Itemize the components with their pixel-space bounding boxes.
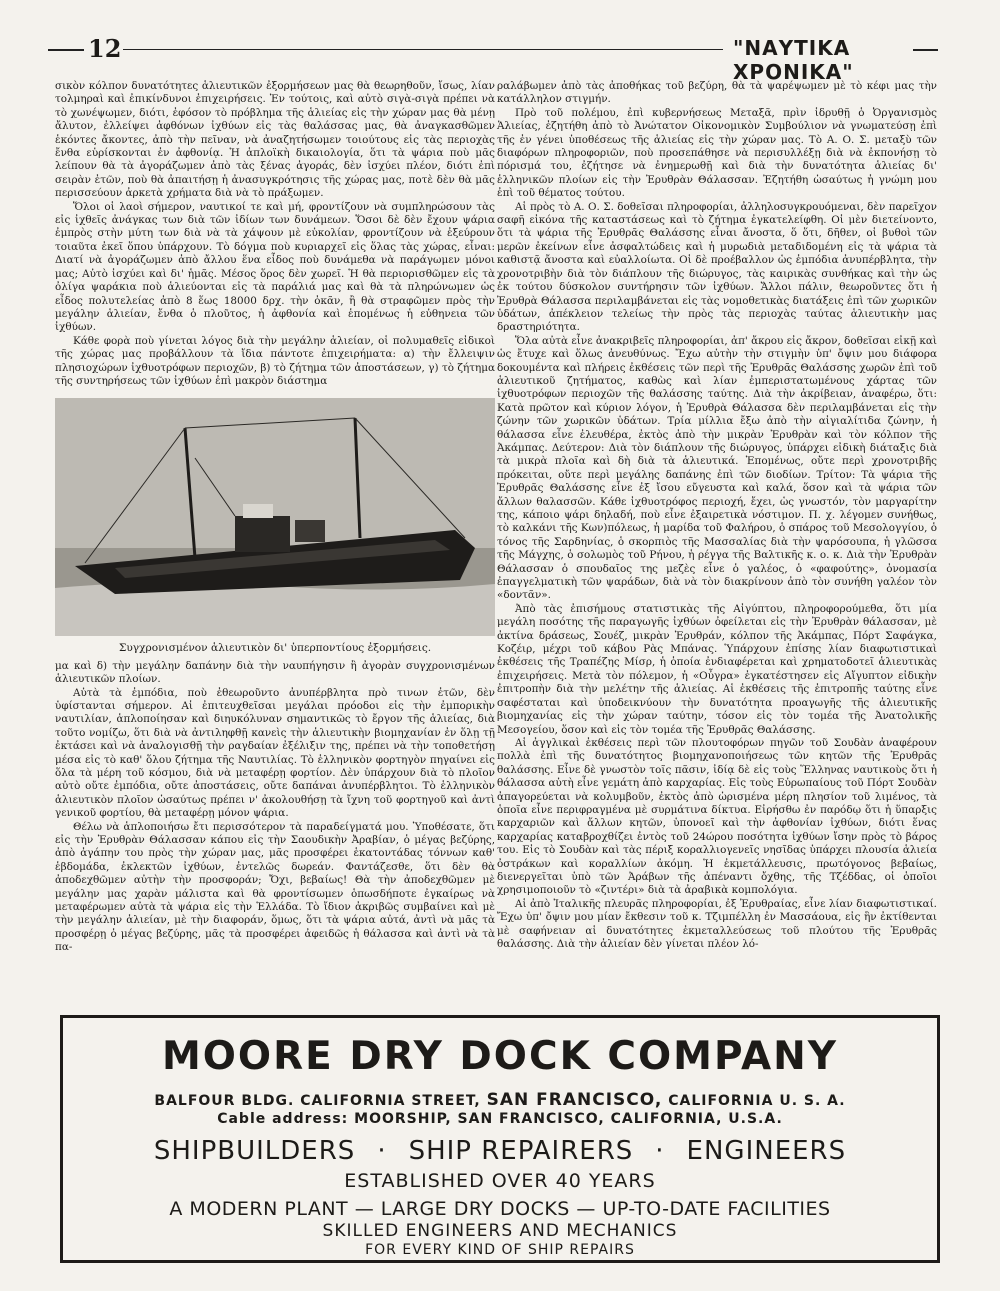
ship-figure [55, 398, 495, 655]
page-header [48, 34, 938, 84]
article-paragraph: Ὅλα αὐτὰ εἶνε ἀνακριβεῖς πληροφορίαι, ἀπ' ἄκρου εἰς ἄκρον, δοθεῖσαι εἰκῇ καὶ ὡς ἔτυχε καὶ ὅλως ἀνευθύνως. Ἔχω αὐτὴν τὴν στιγμὴν ὑπ' ὄψιν μου διάφορα δοκουμέντα καὶ πλήρεις ἐκθέσεις τῶν περὶ τῆς Ἐρυθρᾶς Θαλάσσης χωρῶν ἐπὶ τοῦ ἁλιευτικοῦ ζητήματος, καθὼς καὶ λίαν ἐμπεριστατωμένους χάρτας τῶν ἰχθυοτρόφων περιοχῶν τῆς θαλάσσης ταύτης. Διὰ τὴν ἀκρίβειαν, ἀναφέρω, ὅτι: Κατὰ πρῶτον καὶ κύριον λόγον, ἡ Ἐρυθρὰ Θάλασσα δὲν περιλαμβάνεται εἰς τὴν ζώνην τῶν χωρικῶν ὑδάτων. Τρία μίλλια ἔξω ἀπὸ τὴν αἰγιαλίτιδα ζώνην, ἡ θάλασσα εἶνε ἐλευθέρα, ἐκτὸς ἀπὸ τὴν μικρὰν Ἐρυθρὰν καὶ τὸν κόλπον τῆς Ἀκάμπας. Δεύτερον: Διὰ τὸν διάπλουν τῆς διώρυγος, ὑπάρχει εἰδικὴ διάταξις διὰ τὰ μικρὰ πλοῖα καὶ δὴ διὰ τὰ ἁλιευτικά. Ἑπομένως, οὔτε περὶ χρονοτριβῆς πρόκειται, οὔτε περὶ μεγάλης δαπάνης ἐπὶ τῶν διοδίων. Τρίτον: Τὰ ψάρια τῆς Ἐρυθρᾶς Θαλάσσης εἶνε ἐξ ἴσου εὔγευστα καὶ καλά, ὅσον καὶ τὰ ψάρια τῶν ἄλλων θαλασσῶν. Κάθε ἰχθυοτρόφος περιοχή, ἔχει, ὡς γνωστόν, τὸν μαργαρίτην της, κάποιο ψάρι δηλαδή, ποὺ εἶνε ἐξαιρετικὰ νόστιμον. Π. χ. λέγομεν συνήθως, τὸ καλκάνι τῆς Κων)πόλεως, ἡ μαρίδα τοῦ Φαλήρου, ὁ σπάρος τοῦ Μεσολογγίου, ὁ τόνος τῆς Σαρδηνίας, ὁ σκορπιὸς τῆς Μασσαλίας διὰ τὴν ψαρόσουπα, ἡ γλῶσσα τῆς Μάγχης, ὁ σολωμὸς τοῦ Ρήνου, ἡ ρέγγα τῆς Βαλτικῆς κ. ο. κ. Διὰ τὴν Ἐρυθρὰν Θάλασσαν ὁ σπουδαῖος της μεζὲς εἶνε ὁ γαλέος, ὁ «φαφούτης», ὀνομασία ἐπαγγελματικὴ τῶν ψαράδων, διὰ νὰ τὸν διακρίνουν ἀπὸ τὸν συνήθη γαλέον τὸν «δοντᾶν». [497, 334, 937, 602]
trawler-illustration [55, 398, 495, 636]
right-column [497, 80, 937, 951]
trawler-photo [55, 398, 495, 636]
photo-caption: Συγχρονισμένον ἁλιευτικὸν δι' ὑπερποντίους ἐξορμήσεις. [118, 642, 432, 655]
ad-company-name: MOORE DRY DOCK COMPANY [161, 1034, 839, 1079]
ad-established: ESTABLISHED OVER 40 YEARS [344, 1170, 656, 1192]
article-paragraph: Αὐτὰ τὰ ἐμπόδια, ποὺ ἐθεωροῦντο ἀνυπέρβλητα πρὸ τινων ἐτῶν, δὲν ὑφίστανται σήμερον. Αἱ ἐπιτευχθεῖσαι μεγάλαι πρόοδοι εἰς τὴν ἐμπορικὴν ναυτιλίαν, ἁπλοποίησαν καὶ διηυκόλυναν σημαντικῶς τὸ ἔργον τῆς ἁλιείας, διὰ τοῦτο νομίζω, ὅτι διὰ νὰ ἀντιληφθῇ κανεὶς τὴν ἁλιευτικὴν βιομηχανίαν ἐν ὅλῃ τῇ ἐκτάσει καὶ νὰ ἀναλογισθῇ τὴν ραγδαίαν ἐξέλιξιν της, πρέπει νὰ τὴν τοποθετήσῃ μέσα εἰς τὸ καθ' ὅλου ζήτημα τῆς Ναυτιλίας. Τὸ ἑλληνικὸν φορτηγὸν πηγαίνει εἰς ὅλα τὰ μέρη τοῦ κόσμου, διὰ νὰ μεταφέρῃ φορτίον. Δὲν ὑπάρχουν διὰ τὸ πλοῖον αὐτὸ οὔτε ἐμπόδια, οὔτε ἀποστάσεις, οὔτε δαπάναι ἀνυπέρβλητοι. Τὸ ἑλληνικὸν ἁλιευτικὸν πλοῖον ὡσαύτως πρέπει ν' ἀκολουθήσῃ τὰ ἴχνη τοῦ φορτηγοῦ καὶ ἀντὶ γενικοῦ φορτίου, θὰ μεταφέρῃ μόνον ψάρια. [55, 686, 495, 820]
ad-separator: · [377, 1136, 387, 1166]
moore-dry-dock-advertisement [60, 1015, 940, 1263]
header-rule [913, 49, 938, 51]
ad-separator: · [655, 1136, 665, 1166]
ad-facilities: A MODERN PLANT — LARGE DRY DOCKS — UP-TO-DATE FACILITIES [169, 1198, 831, 1220]
article-paragraph: σικὸν κόλπον δυνατότητες ἁλιευτικῶν ἐξορμήσεων μας θὰ θεωρηθοῦν, ἴσως, λίαν τολμηραὶ καὶ ἐπικίνδυνοι ἐπιχειρήσεις. Ἐν τούτοις, καὶ αὐτὸ σιγὰ-σιγὰ πρέπει νὰ τὸ χωνέψωμεν, διότι, ἐφόσον τὸ πρόβλημα τῆς ἁλιείας εἰς τὴν χώραν μας θὰ μένῃ ἄλυτον, ἐλλείψει ἀφθόνων ἰχθύων εἰς τὰς θαλάσσας μας, θὰ ἀναγκασθῶμεν ἑκόντες ἄκοντες, ἀπὸ τὴν πεῖναν, νὰ ἀναζητήσωμεν τοιούτους εἰς τὰς περιοχὰς ἔνθα εὑρίσκονται ἐν ἀφθονίᾳ. Ἡ ἁπλοϊκὴ δικαιολογία, ὅτι τὰ ψάρια ποὺ μᾶς λείπουν θὰ τὰ ἀγοράζωμεν ἀπὸ τὰς ξένας ἀγοράς, δὲν ἰσχύει πλέον, διότι ἐπὶ σειρὰν ἐτῶν, ποὺ θὰ ἀπαιτήσῃ ἡ ἀνασυγκρότησις τῆς χώρας μας, ποτὲ δὲν θὰ μᾶς περισσεύουν ἀρκετὰ χρήματα διὰ νὰ τὸ πράξωμεν. [55, 80, 495, 200]
journal-title: "ΝΑΥΤΙΚΑ ΧΡΟΝΙΚΑ" [733, 36, 854, 84]
article-paragraph: Κάθε φορὰ ποὺ γίνεται λόγος διὰ τὴν μεγάλην ἁλιείαν, οἱ πολυμαθεῖς εἰδικοὶ τῆς χώρας μας προβάλλουν τὰ ἴδια πάντοτε ἐπιχειρήματα: α) τὴν ἔλλειψιν πλησιοχώρων ἰχθυοτρόφων περιοχῶν, β) τὸ ζήτημα τῶν ἀποστάσεων, γ) τὸ ζήτημα τῆς συντηρήσεως τῶν ἰχθύων ἐπὶ μακρὸν διάστημα [55, 334, 495, 387]
article-paragraph: μα καὶ δ) τὴν μεγάλην δαπάνην διὰ τὴν ναυπήγησιν ἢ ἀγορὰν συγχρονισμένων ἁλιευτικῶν πλοίων. [55, 659, 495, 686]
article-paragraph: ραλάβωμεν ἀπὸ τὰς ἀποθήκας τοῦ βεζύρη, θὰ τὰ ψαρέψωμεν μὲ τὸ κέφι μας τὴν κατάλληλον στιγμήν. [497, 80, 937, 106]
article-paragraph: Αἱ ἀγγλικαὶ ἐκθέσεις περὶ τῶν πλουτοφόρων πηγῶν τοῦ Σουδὰν ἀναφέρουν πολλὰ ἐπὶ τῆς δυνατότητος βιομηχανοποιήσεως τῶν κητῶν τῆς Ἐρυθρᾶς θαλάσσης. Εἶνε δὲ γνωστὸν τοῖς πᾶσιν, ἰδίᾳ δὲ εἰς τοὺς Ἕλληνας ναυτικοὺς ὅτι ἡ θάλασσα αὐτὴ εἶνε γεμάτη ἀπὸ καρχαρίας. Εἰς τοὺς Εὐρωπαίους τοῦ Πόρτ Σουδὰν ἀπαγορεύεται νὰ κολυμβοῦν, ἐκτὸς ἀπὸ ὡρισμένα μέρη πλησίον τοῦ λιμένος, τὰ ὁποῖα εἶνε περιφραγμένα μὲ συρμάτινα δίκτυα. Εἰρήσθω ἐν παρόδῳ ὅτι ἡ ὕπαρξις καρχαριῶν καὶ ἄλλων κητῶν, ὑπονοεῖ καὶ τὴν ἀφθονίαν ἰχθύων, διότι ἕνας καρχαρίας καταβροχθίζει ἐντὸς τοῦ 24ώρου ποσότητα ἰχθύων ἴσην πρὸς τὸ βάρος του. Εἰς τὸ Σουδὰν καὶ τὰς πέριξ κοραλλιογενεῖς νησῖδας ὑπάρχει πλουσία ἁλιεία ὀστράκων καὶ κοραλλίων ἀκόμη. Ἡ ἐκμετάλλευσις, πρωτόγονος βεβαίως, διενεργεῖται ὑπὸ τῶν Ἀράβων τῆς ἀπέναντι ὄχθης, τῆς Τζέδδας, οἱ ὁποῖοι χρησιμοποιοῦν τὸ «ζιντέρι» διὰ τὰ ἀραβικὰ κομπολόγια. [497, 736, 937, 897]
ad-address-city: SAN FRANCISCO, [486, 1090, 663, 1110]
ad-service-ship-repairers: SHIP REPAIRERS [408, 1136, 634, 1166]
ad-service-engineers: ENGINEERS [686, 1136, 847, 1166]
article-paragraph: Αἱ πρὸς τὸ Α. Ο. Σ. δοθεῖσαι πληροφορίαι, ἀλληλοσυγκρουόμεναι, δὲν παρεῖχον σαφῆ εἰκόνα τῆς καταστάσεως καὶ τὸ ζήτημα ἐγκατελείφθη. Οἱ μὲν διετείνοντο, ὅτι τὰ ψάρια τῆς Ἐρυθρᾶς Θαλάσσης εἶναι ἄνοστα, ὅ ὅτι, δῆθεν, οἱ βυθοὶ τῶν μερῶν ἐκείνων εἶνε ἀσφαλτώδεις καὶ ἡ μυρωδιὰ μεταδιδομένη εἰς τὰ ψάρια τὰ καθιστᾷ ἄνοστα καὶ εὐαλλοίωτα. Οἱ δὲ προέβαλλον ὡς ἐμπόδια ἀνυπέρβλητα, τὴν χρονοτριβὴν διὰ τὸν διάπλουν τῆς διώρυγος, τὰς καιρικὰς συνθήκας καὶ τὴν ὡς ἐκ τούτου δύσκολον συντήρησιν τῶν ἰχθύων. Ἄλλοι πάλιν, θεωροῦντες ὅτι ἡ Ἐρυθρὰ Θάλασσα περιλαμβάνεται εἰς τὰς νομοθετικὰς διατάξεις ἐπὶ τῶν χωρικῶν ὑδάτων, ἀπέκλειον τελείως τὴν πρὸς τὰς περιοχὰς ταύτας ἁλιευτικὴν μας δραστηριότητα. [497, 200, 937, 334]
left-column [55, 80, 495, 955]
article-paragraph: Ἀπὸ τὰς ἐπισήμους στατιστικὰς τῆς Αἰγύπτου, πληροφορούμεθα, ὅτι μία μεγάλη ποσότης τῆς παραγωγῆς ἰχθύων ὀφείλεται εἰς τὴν Ἐρυθρὰν θάλασσαν, μὲ ἀκτίνα δράσεως, Σουέζ, μικρὰν Ἐρυθράν, κόλπον τῆς Ἀκάμπας, Πόρτ Σαφάγκα, Κοζέιρ, μέχρι τοῦ κάβου Ρὰς Μπάνας. Ὑπάρχουν ἐπίσης λίαν διαφωτιστικαὶ ἐκθέσεις τῆς Τραπέζης Μίσρ, ἡ ὁποία ἐνδιαφέρεται καὶ χρηματοδοτεῖ ἁλιευτικὰς ἐπιχειρήσεις. Μετὰ τὸν πόλεμον, ἡ «Οὖγρα» ἐγκατέστησεν εἰς Αἴγυπτον εἰδικὴν ἐπιτροπὴν διὰ τὴν μελέτην τῆς ἁλιείας. Αἱ ἐκθέσεις τῆς ἐπιτροπῆς ταύτης εἶνε σαφέσταται καὶ ὑποδεικνύουν τὴν δυνατότητα προαγωγῆς τῆς ἁλιευτικῆς βιομηχανίας εἰς τὴν χώραν ταύτην, τόσον εἰς τὸν τομέα τῆς Ἀνατολικῆς Μεσογείου, ὅσον καὶ εἰς τὸν τομέα τῆς Ἐρυθρᾶς Θαλάσσης. [497, 602, 937, 736]
ad-address-state: CALIFORNIA U. S. A. [668, 1093, 846, 1109]
ad-services [63, 1136, 937, 1166]
ad-repairs: FOR EVERY KIND OF SHIP REPAIRS [365, 1242, 635, 1258]
ad-cable-address: Cable address: MOORSHIP, SAN FRANCISCO, CALIFORNIA, U.S.A. [217, 1111, 783, 1127]
ad-skilled-staff: SKILLED ENGINEERS AND MECHANICS [322, 1221, 678, 1241]
ad-service-shipbuilders: SHIPBUILDERS [153, 1136, 356, 1166]
article-paragraph: Πρὸ τοῦ πολέμου, ἐπὶ κυβερνήσεως Μεταξᾶ, πρὶν ἱδρυθῇ ὁ Ὀργανισμὸς Ἁλιείας, ἐζητήθη ἀπὸ τὸ Ἀνώτατον Οἰκονομικὸν Συμβούλιον νὰ γνωματεύσῃ ἐπὶ τῆς ἐν γένει ὑποθέσεως τῆς ἁλιείας εἰς τὴν χώραν μας. Τὸ Α. Ο. Σ. μεταξὺ τῶν διαφόρων πληροφοριῶν, ποὺ προσεπάθησε νὰ περισυλλέξῃ διὰ νὰ ἐκπονήσῃ τὸ πόρισμά του, ἐζήτησε νὰ ἐνημερωθῇ καὶ διὰ τὴν δυνατότητα ἁλιείας δι' ἑλληνικῶν πλοίων εἰς τὴν Ἐρυθρὰν Θάλασσαν. Ἐζητήθη ὡσαύτως ἡ γνώμη μου ἐπὶ τοῦ θέματος τούτου. [497, 106, 937, 200]
article-paragraph: Θέλω νὰ ἁπλοποιήσω ἔτι περισσότερον τὰ παραδείγματά μου. Ὑποθέσατε, ὅτι εἰς τὴν Ἐρυθρὰν Θάλασσαν κάπου εἰς τὴν Σαουδικὴν Ἀραβίαν, ὁ μέγας βεζύρης, ἀπὸ ἀγάπην του πρὸς τὴν χώραν μας, μᾶς προσφέρει ἑκατοντάδας τόννων καθ' ἑβδομάδα, ἐκλεκτῶν ἰχθύων, ἐντελῶς δωρεάν. Φαντάζεσθε, ὅτι δὲν θὰ ἀποδεχθῶμεν αὐτὴν τὴν προσφοράν; Ὄχι, βεβαίως! Θὰ τὴν ἀποδεχθῶμεν μὲ μεγάλην μας χαρὰν μάλιστα καὶ θὰ φροντίσωμεν ὁπωσδήποτε ἐγκαίρως νὰ μεταφέρωμεν αὐτὰ τὰ ψάρια εἰς τὴν Ἑλλάδα. Τὸ ἴδιον ἀκριβῶς συμβαίνει καὶ μὲ τὴν μεγάλην ἁλιείαν, μὲ τὴν διαφοράν, ὅμως, ὅτι τὰ ψάρια αὐτά, ἀντὶ νὰ μᾶς τὰ προσφέρῃ ὁ μέγας βεζύρης, μᾶς τὰ προσφέρει ἀφειδῶς ἡ θάλασσα καὶ ἀντὶ νὰ τὰ πα- [55, 820, 495, 954]
article-paragraph: Ὅλοι οἱ λαοὶ σήμερον, ναυτικοί τε καὶ μή, φροντίζουν νὰ συμπληρώσουν τὰς εἰς ἰχθεῖς ἀνάγκας των διὰ τῶν ἰδίων των δυνάμεων. Ὅσοι δὲ δὲν ἔχουν ψάρια ἐμπρὸς στὴν μύτη των διὰ νὰ τὰ χάψουν μὲ εὐκολίαν, φροντίζουν νὰ ἐξεύρουν τοιαῦτα ἐκεῖ ὅπου ὑπάρχουν. Τὸ δόγμα ποὺ κυριαρχεῖ εἰς ὅλας τὰς χώρας, εἶναι: Διατί νὰ ἀγοράζωμεν ἀπὸ ἄλλου ἕνα εἶδος ποὺ δυνάμεθα νὰ παράγωμεν μόνοι μας; Αὐτὸ ἰσχύει καὶ δι' ἡμᾶς. Μέσος ὅρος δὲν χωρεῖ. Ἡ θὰ περιορισθῶμεν εἰς τὰ ὀλίγα ψαράκια ποὺ ἁλιεύονται εἰς τὰ παράλιά μας καὶ θὰ τὰ πληρώνωμεν ὡς εἶδος πολυτελείας ἀπὸ 8 ἕως 18000 δρχ. τὴν ὀκᾶν, ἢ θὰ στραφῶμεν πρὸς τὴν μεγάλην ἁλιείαν, ἔνθα ὁ πλοῦτος, ἡ ἀφθονία καὶ ἑπομένως ἡ εὐθηνεια τῶν ἰχθύων. [55, 200, 495, 334]
ad-address [63, 1090, 937, 1110]
ad-address-street: BALFOUR BLDG. CALIFORNIA STREET, [154, 1093, 481, 1109]
article-paragraph: Αἱ ἀπὸ Ἰταλικῆς πλευρᾶς πληροφορίαι, ἐξ Ἐρυθραίας, εἶνε λίαν διαφωτιστικαί. Ἔχω ὑπ' ὄψιν μου μίαν ἔκθεσιν τοῦ κ. Τζιμπέλλη ἐν Μασσάουα, εἰς ἣν ἐκτίθενται μὲ σαφήνειαν αἱ δυνατότητες ἐκμεταλλεύσεως τοῦ πλούτου τῆς Ἐρυθρᾶς θαλάσσης. Διὰ τὴν ἁλιείαν δὲν γίνεται πλέον λό- [497, 897, 937, 950]
header-rule [48, 49, 84, 51]
header-rule [123, 49, 723, 50]
page-number: 12 [88, 34, 122, 63]
